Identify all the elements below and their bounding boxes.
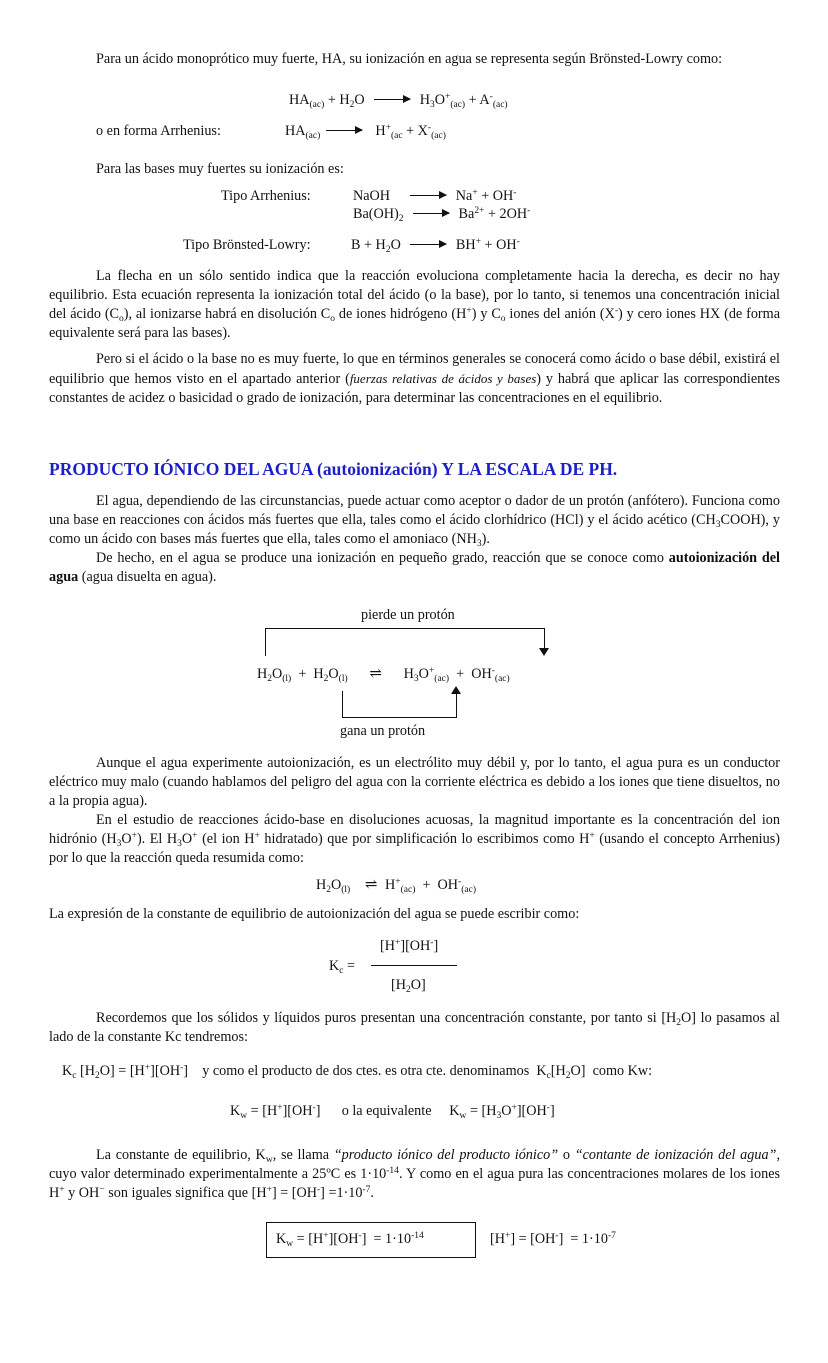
diagram-top-label: pierde un protón bbox=[361, 607, 455, 623]
equation-arrhenius-acid: $HA_{(ac)}$ $H^+_{(ac} + X^-_{(ac)}$ bbox=[285, 123, 446, 141]
tipo-bronsted-label: Tipo Brönsted-Lowry: bbox=[183, 237, 311, 253]
arrow-down-icon bbox=[539, 648, 549, 656]
paragraph-estudio: En el estudio de reacciones ácido-base en disoluciones acuosas, la magnitud importante es la concentración del ion hidrónio $(H_3O^+)$. El $H_3O^+$ (el ion H+ hidratado) que por simplificación lo escribimos como H+ (usando el concepto Arrhenius) por lo que la reacción queda resumida como: bbox=[49, 812, 780, 866]
diagram-right-line bbox=[544, 628, 545, 650]
diagram-right-bottom-line bbox=[456, 693, 457, 718]
section-heading: PRODUCTO IÓNICO DEL AGUA (autoionización) Y LA ESCALA DE PH. bbox=[49, 459, 618, 479]
equation-simplified: $H_2O_{(l)}$ ⇌ $H^+_{(ac)} + OH^-_{(ac)}$ bbox=[316, 877, 476, 895]
paragraph-bronsted-intro: Para un ácido monoprótico muy fuerte, HA, su ionización en agua se representa según Brönsted-Lowry como: bbox=[96, 51, 723, 67]
concentration-result: $[H^+] = [OH^-] = 1\cdot 10^{-7}$ bbox=[490, 1231, 616, 1247]
bases-intro: Para las bases muy fuertes su ionización es: bbox=[96, 161, 344, 177]
diagram-bottom-line bbox=[342, 717, 457, 718]
equation-baoh2: $Ba(OH)_2$ $Ba^{2+} + 2OH^-$ bbox=[353, 206, 531, 224]
diagram-left-line bbox=[265, 628, 266, 656]
kw-equation: $K_w = [H^+][OH^-]$ o la equivalente $K_w = [H_3O^+][OH^-]$ bbox=[230, 1103, 555, 1121]
fraction-bar bbox=[371, 965, 457, 966]
diagram-bottom-label: gana un protón bbox=[340, 723, 426, 739]
equation-naoh: NaOH Na+ + OH- bbox=[353, 188, 517, 204]
kw-result: $K_w = [H^+][OH^-] = 1\cdot 10^{-14}$ bbox=[276, 1231, 424, 1249]
equation-autoionization: $H_2O_{(l)} + H_2O_{(l)}$ ⇌ $H_3O^+_{(ac)} + OH^-_{(ac)}$ bbox=[257, 666, 510, 684]
arrow-up-icon bbox=[451, 686, 461, 694]
paragraph-de-hecho: De hecho, en el agua se produce una ionización en pequeño grado, reacción que se conoce como autoionización del agua (agua disuelta en agua). bbox=[49, 550, 780, 585]
kc-product-line: $K_c$ $[H_2O] = [H^+][OH^-]$ y como el producto de dos ctes. es otra cte. denominamos $K_c[H_2O]$ como Kw: bbox=[62, 1063, 653, 1081]
kc-denominator: $[H_2O]$ bbox=[391, 977, 426, 995]
tipo-arrhenius-label: Tipo Arrhenius: bbox=[221, 188, 311, 204]
paragraph-constante: La constante de equilibrio, $K_w$, se llama “producto iónico del producto iónico” o “contante de ionización del agua”, cuyo valor determinado experimentalmente a 25ºC es $1\cdot 10^{-14}$. Y como en el agua pura las concentraciones molares de los iones H+ y OH− son iguales significa que $[H^+] = [OH^-] =1\cdot 10^{-7}$. bbox=[49, 1147, 781, 1201]
kc-numerator: [H+][OH-] bbox=[380, 938, 439, 954]
arrhenius-form-label: o en forma Arrhenius: bbox=[96, 123, 221, 139]
arrow-icon bbox=[410, 244, 446, 245]
arrow-icon bbox=[410, 195, 446, 196]
kc-symbol: $K_c$ = bbox=[329, 958, 356, 976]
paragraph-agua: El agua, dependiendo de las circunstancias, puede actuar como aceptor o dador de un protón (anfótero). Funciona como una base en reacciones con ácidos más fuertes que ella, tales como el ácido clorhídrico (HCl) y el ácido acético $(CH_3COOH)$, y como un ácido con bases más fuertes que ella, tales como el amoniaco $(NH_3)$. bbox=[49, 493, 780, 549]
paragraph-expresion: La expresión de la constante de equilibrio de autoionización del agua se puede escribir como: bbox=[49, 906, 580, 922]
arrow-icon bbox=[413, 213, 449, 214]
arrow-icon bbox=[374, 99, 410, 100]
diagram-left-bottom-line bbox=[342, 691, 343, 718]
paragraph-debil: Pero si el ácido o la base no es muy fuerte, lo que en términos generales se conocerá como ácido o base débil, existirá el equilibrio que hemos visto en el apartado anterior (fuerzas relativas de ácidos y bases) y habrá que aplicar las correspondientes constantes de acidez o basicidad o grado de ionización, para determinar las concentraciones en el equilibrio. bbox=[49, 351, 780, 406]
arrow-icon bbox=[326, 130, 362, 131]
equation-bronsted-base: $B + H_2O$ BH+ + OH- bbox=[351, 237, 520, 255]
paragraph-aunque: Aunque el agua experimente autoionización, es un electrólito muy débil y, por lo tanto, el agua pura es un conductor eléctrico muy malo (cuando hablamos del peligro del agua con la corriente eléctrica es debido a los iones que tiene disueltos, no a la propia agua). bbox=[49, 755, 780, 809]
paragraph-recordemos: Recordemos que los sólidos y líquidos puros presentan una concentración constante, por tanto si $[H_2O]$ lo pasamos al lado de la constante Kc tendremos: bbox=[49, 1010, 780, 1045]
equation-bronsted-acid: $HA_{(ac)} + H_2O$ $H_3O^+_{(ac)} + A^-_{(ac)}$ bbox=[289, 92, 508, 110]
diagram-top-line bbox=[265, 628, 545, 629]
paragraph-flecha: La flecha en un sólo sentido indica que la reacción evoluciona completamente hacia la derecha, es decir no hay equilibrio. Esta ecuación representa la ionización total del ácido (o la base), por lo tanto, si tenemos una concentración inicial del ácido $(C_o)$, al ionizarse habrá en disolución $C_o$ de iones hidrógeno (H+) y $C_o$ iones del anión (X-) y cero iones HX (de forma equivalente será para las bases). bbox=[49, 268, 780, 341]
